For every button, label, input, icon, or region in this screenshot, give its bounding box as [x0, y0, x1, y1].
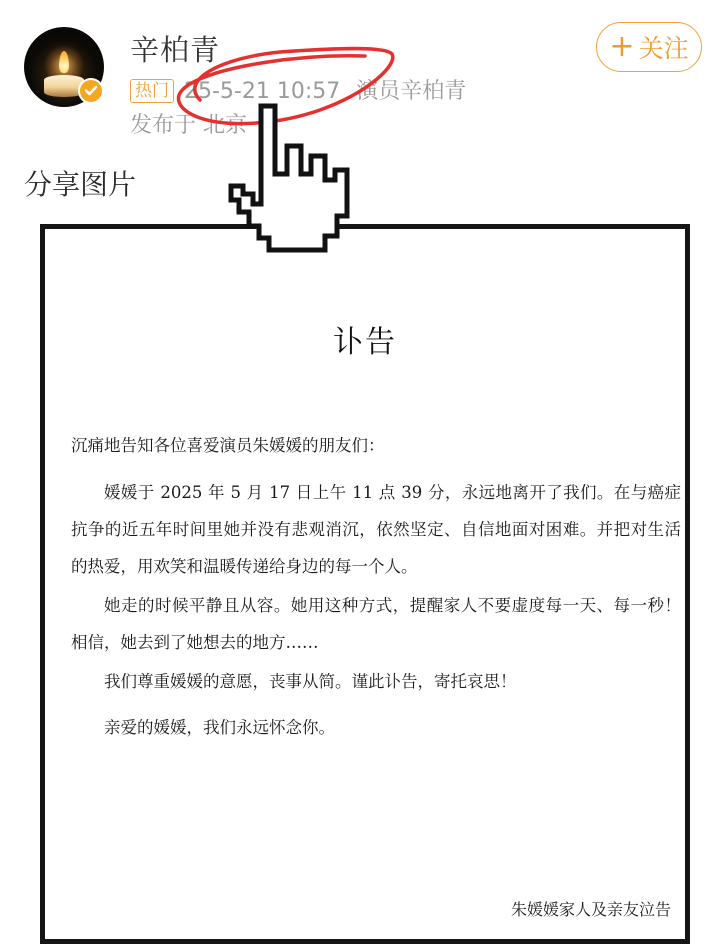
post-location: 发布于 北京	[130, 113, 247, 138]
notice-greeting: 沉痛地告知各位喜爱演员朱媛媛的朋友们：	[71, 436, 385, 455]
notice-paragraph: 亲爱的媛媛，我们永远怀念你。	[104, 718, 335, 737]
post-timestamp: 25-5-21 10:57	[184, 79, 341, 104]
follow-button[interactable]	[596, 22, 702, 72]
notice-paragraph: 她走的时候平静且从容。她用这种方式，提醒家人不要虚度每一天、每一秒！相信，她去到了她想去的地方……	[71, 596, 681, 652]
author-title: 演员辛柏青	[356, 79, 467, 104]
hot-badge: 热门	[130, 79, 174, 103]
shared-image[interactable]	[40, 224, 690, 944]
follow-label: 关注	[638, 34, 689, 63]
verified-badge-icon	[78, 78, 104, 104]
author-name[interactable]: 辛柏青	[130, 33, 221, 67]
notice-paragraph: 我们尊重媛媛的意愿，丧事从简。谨此讣告，寄托哀思！	[104, 672, 517, 691]
pointing-hand-icon	[225, 100, 355, 260]
post-text: 分享图片	[24, 168, 137, 201]
plus-icon: +	[609, 29, 635, 64]
notice-title: 讣告	[333, 325, 397, 360]
notice-signature: 朱媛媛家人及亲友泣告	[510, 900, 671, 919]
notice-paragraph: 媛媛于 2025 年 5 月 17 日上午 11 点 39 分，永远地离开了我们。在与癌症抗争的近五年时间里她并没有悲观消沉，依然坚定、自信地面对困难。并把对生活的热爱，用欢笑和温暖传递给身边的每一个人。	[71, 483, 681, 576]
